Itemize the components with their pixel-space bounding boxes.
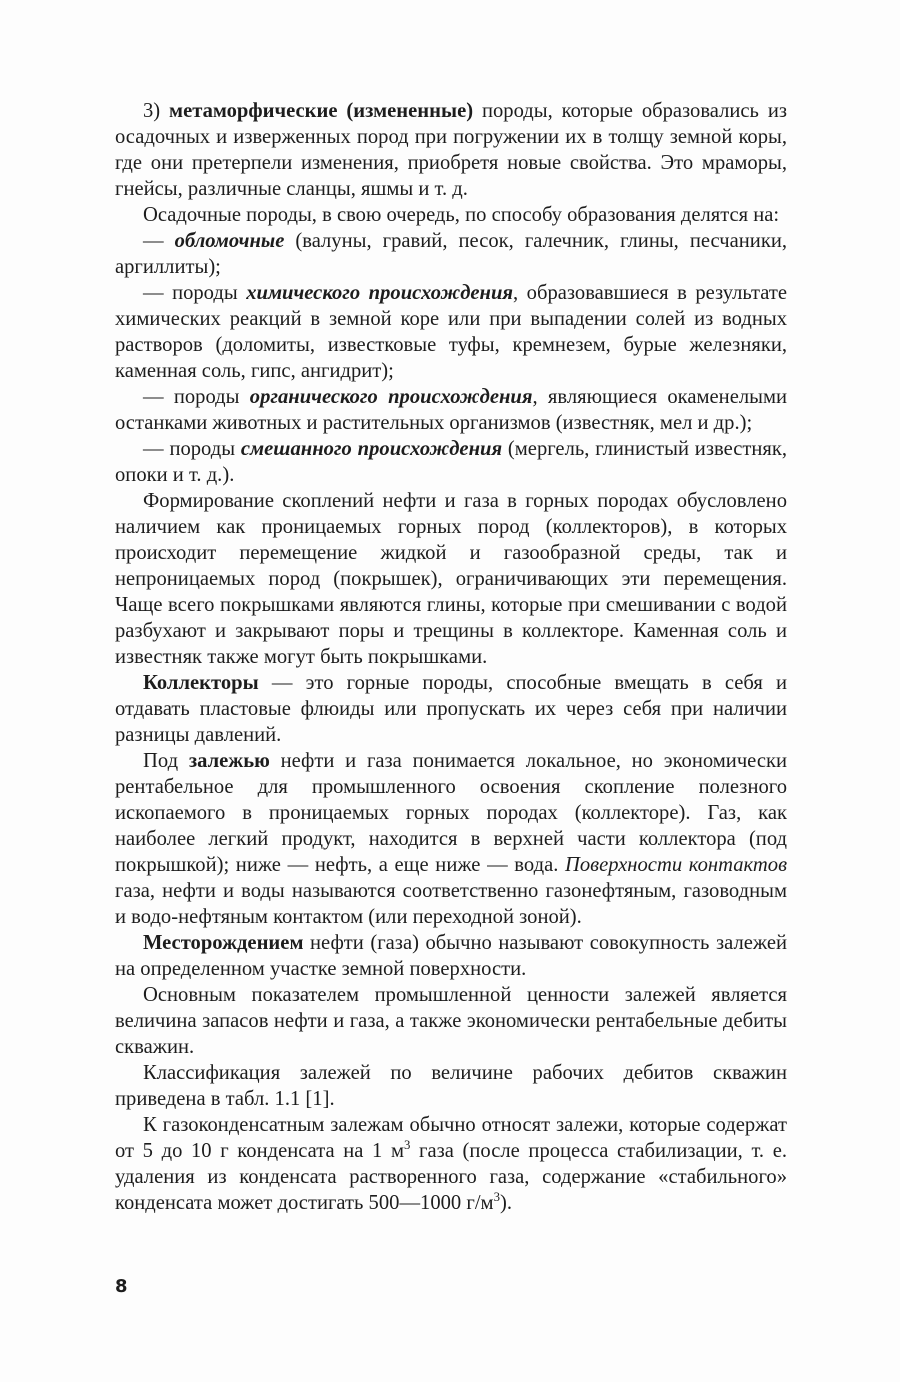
- text-run: газа, нефти и воды называются соответственно газонефтяным, газоводным и водо-нефтяным контактом (или переходной зоной).: [115, 880, 787, 928]
- text-bold-italic: химического происхождения: [246, 282, 514, 304]
- paragraph: [115, 982, 787, 1060]
- paragraph: [115, 1112, 787, 1216]
- paragraph: [115, 1060, 787, 1112]
- text-bold-italic: органического происхождения: [249, 386, 533, 408]
- text-run: , образовавшиеся в результате химических реакций в земной коре или при выпадении солей из водных растворов (доломиты, известковые туфы, кремнезем, бурые железняки, каменная соль, гипс, ангидрит);: [115, 282, 787, 382]
- text-run: Под: [143, 750, 189, 772]
- text-run: нефти (газа) обычно называют совокупность залежей на определенном участке земной поверхности.: [115, 932, 787, 980]
- text-run: породы, которые образовались из осадочных и изверженных пород при погружении их в толщу земной коры, где они претерпели изменения, приобретя новые свойства. Это мраморы, гнейсы, различные сланцы, яшмы и т. д.: [115, 100, 787, 200]
- text-run: Основным показателем промышленной ценности залежей является величина запасов нефти и газа, а также экономически рентабельные дебиты скважин.: [115, 984, 787, 1058]
- paragraph: [115, 202, 787, 228]
- paragraph: [115, 670, 787, 748]
- body-text: [115, 98, 787, 1216]
- text-run: — породы: [143, 438, 241, 460]
- text-run: , являющиеся окаменелыми останками животных и растительных организмов (известняк, мел и др.);: [115, 386, 788, 434]
- text-run: — это горные породы, способные вмещать в себя и отдавать пластовые флюиды или пропускать их через себя при наличии разницы давлений.: [115, 672, 787, 746]
- paragraph: [115, 930, 787, 982]
- text-bold: залежью: [188, 750, 270, 772]
- text-bold-italic: смешанного происхождения: [240, 438, 503, 460]
- text-run: нефти и газа понимается локальное, но экономически рентабельное для промышленного освоения скопление полезного ископаемого в проницаемых горных породах (коллекторе). Газ, как наиболее легкий продукт, находится в верхней части коллектора (под покрышкой); ниже — нефть, а еще ниже — вода.: [115, 750, 787, 876]
- text-bold: метаморфические (измененные): [169, 100, 474, 122]
- text-run: К газоконденсатным залежам обычно относят залежи, которые содержат от 5 до 10 г конденсата на 1 м: [115, 1114, 787, 1162]
- text-bold-italic: обломочные: [174, 230, 285, 252]
- text-run: газа (после процесса стабилизации, т. е. удаления из конденсата растворенного газа, содержание «стабильного» конденсата может достигать 500—1000 г/м: [115, 1140, 787, 1214]
- text-italic: Поверхности контактов: [565, 854, 788, 876]
- text-run: Формирование скоплений нефти и газа в горных породах обусловлено наличием как проницаемых горных пород (коллекторов), в которых происходит перемещение жидкой и газообразной среды, так и непроницаемых пород (покрышек), ограничивающих эти перемещения. Чаще всего покрышками являются глины, которые при смешивании с водой разбухают и закрывают поры и трещины в коллекторе. Каменная соль и известняк также могут быть покрышками.: [115, 490, 787, 668]
- text-superscript: 3: [404, 1138, 411, 1153]
- text-superscript: 3: [493, 1190, 500, 1205]
- text-run: Осадочные породы, в свою очередь, по способу образования делятся на:: [143, 204, 780, 226]
- page-number: 8: [115, 1276, 128, 1297]
- paragraph: [115, 228, 787, 280]
- text-bold: Месторождением: [143, 932, 304, 954]
- text-run: — породы: [143, 386, 250, 408]
- paragraph: [115, 748, 787, 930]
- paragraph: [115, 488, 787, 670]
- paragraph: [115, 98, 787, 202]
- text-run: (мергель, глинистый известняк, опоки и т. д.).: [115, 438, 788, 486]
- paragraph: [115, 280, 787, 384]
- paragraph: [115, 436, 787, 488]
- paragraph: [115, 384, 787, 436]
- text-run: 3): [143, 100, 170, 122]
- text-run: —: [143, 230, 175, 252]
- text-run: Классификация залежей по величине рабочих дебитов скважин приведена в табл. 1.1 [1].: [115, 1062, 787, 1110]
- text-run: — породы: [143, 282, 247, 304]
- text-run: (валуны, гравий, песок, галечник, глины, песчаники, аргиллиты);: [115, 230, 787, 278]
- text-bold: Коллекторы: [143, 672, 259, 694]
- text-run: ).: [499, 1192, 512, 1214]
